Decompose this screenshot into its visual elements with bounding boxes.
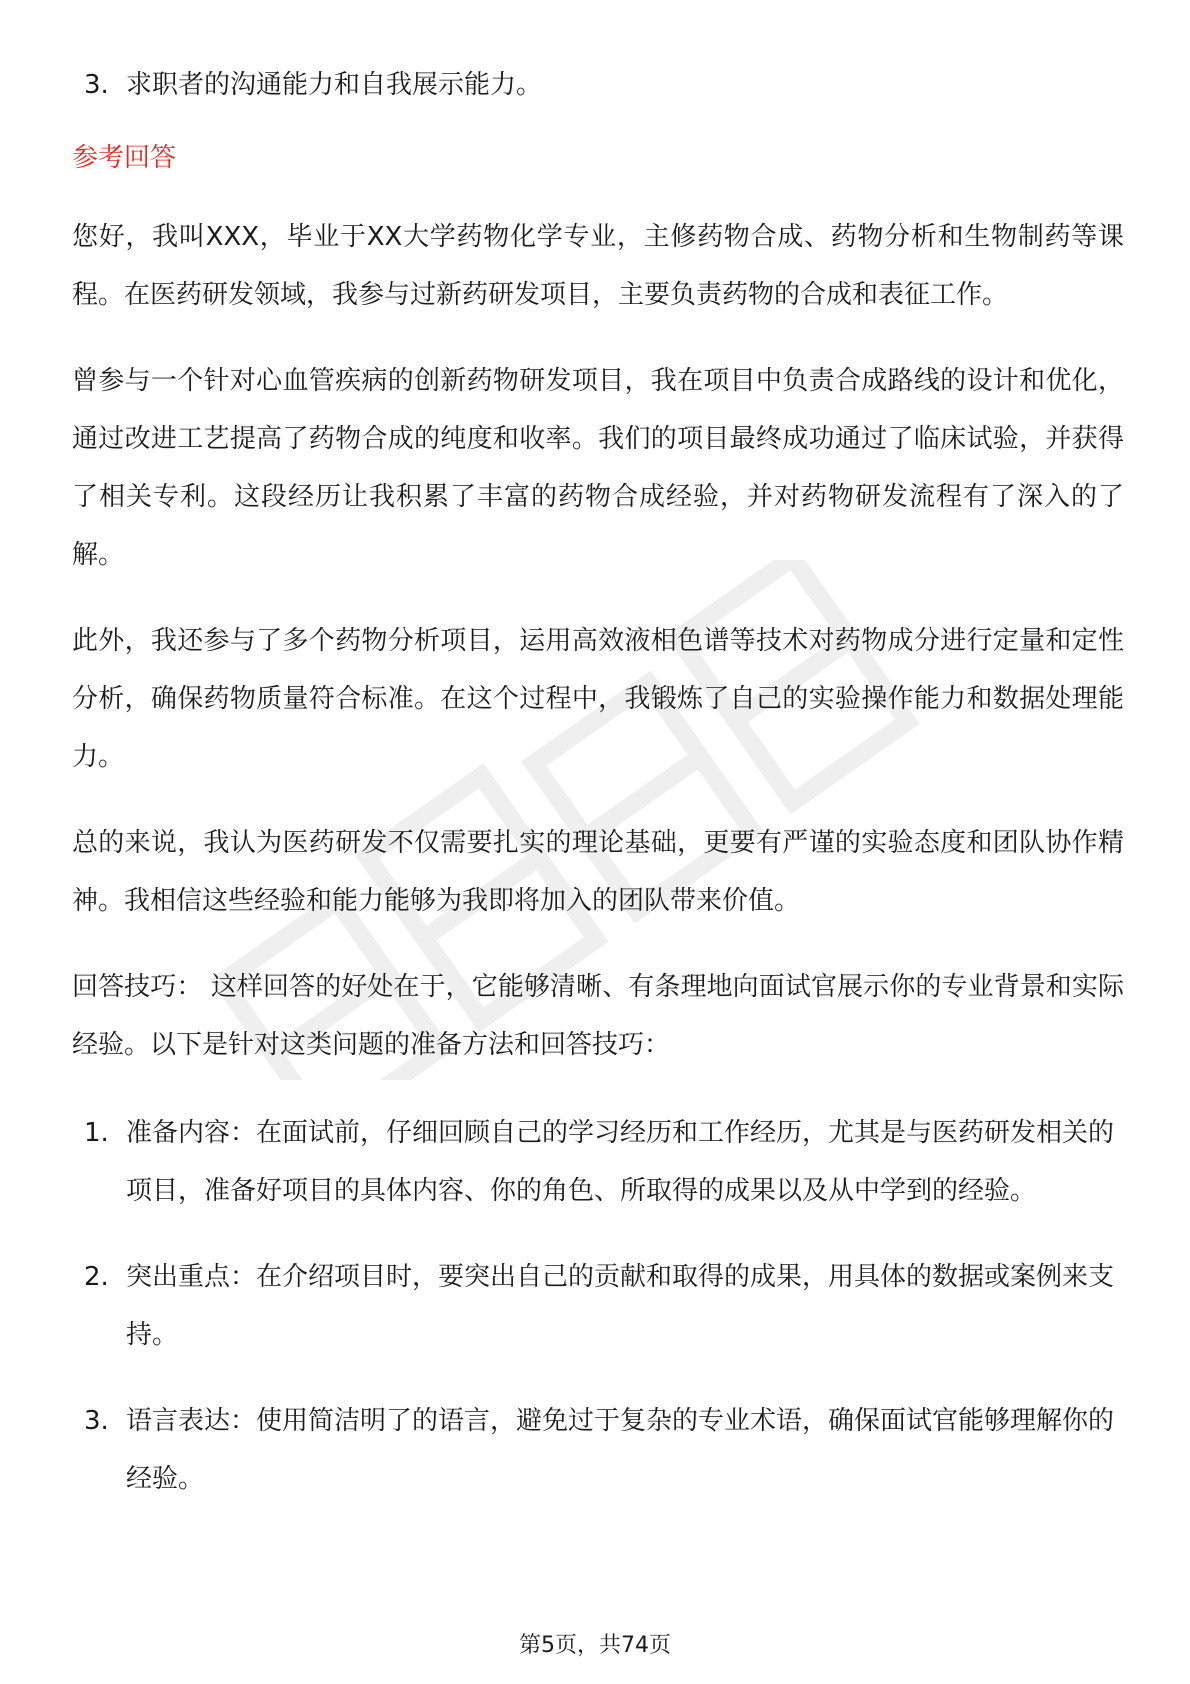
paragraph-project: 曾参与一个针对心血管疾病的创新药物研发项目，我在项目中负责合成路线的设计和优化，通过改进工艺提高了药物合成的纯度和收率。我们的项目最终成功通过了临床试验，并获得了相关专利。这段经历让我积累了丰富的药物合成经验，并对药物研发流程有了深入的了解。 — [72, 366, 1124, 570]
tips-list — [72, 1104, 1124, 1508]
list-number: 2. — [84, 1262, 109, 1292]
list-number: 3. — [84, 1406, 109, 1436]
list-text: 语言表达：使用简洁明了的语言，避免过于复杂的专业术语，确保面试官能够理解你的经验。 — [126, 1406, 1115, 1494]
page-footer: 第5页，共74页 — [519, 1633, 671, 1658]
list-item — [72, 1248, 1124, 1364]
list-item — [72, 1392, 1124, 1508]
paragraph-tips-intro: 回答技巧： 这样回答的好处在于，它能够清晰、有条理地向面试官展示你的专业背景和实际经验。以下是针对这类问题的准备方法和回答技巧： — [72, 972, 1124, 1060]
paragraph-analysis: 此外，我还参与了多个药物分析项目，运用高效液相色谱等技术对药物成分进行定量和定性分析，确保药物质量符合标准。在这个过程中，我锻炼了自己的实验操作能力和数据处理能力。 — [72, 626, 1124, 772]
list-item — [72, 1104, 1124, 1220]
list-number: 3. — [84, 70, 109, 100]
list-number: 1. — [84, 1118, 109, 1148]
paragraph-intro: 您好，我叫XXX，毕业于XX大学药物化学专业，主修药物合成、药物分析和生物制药等课程。在医药研发领域，我参与过新药研发项目，主要负责药物的合成和表征工作。 — [72, 222, 1124, 310]
list-text: 突出重点：在介绍项目时，要突出自己的贡献和取得的成果，用具体的数据或案例来支持。 — [126, 1262, 1115, 1350]
paragraph-summary: 总的来说，我认为医药研发不仅需要扎实的理论基础，更要有严谨的实验态度和团队协作精神。我相信这些经验和能力能够为我即将加入的团队带来价值。 — [72, 828, 1124, 916]
list-item — [72, 56, 1124, 114]
document-body — [72, 56, 1124, 1536]
list-text: 求职者的沟通能力和自我展示能力。 — [126, 70, 543, 100]
list-text: 准备内容：在面试前，仔细回顾自己的学习经历和工作经历，尤其是与医药研发相关的项目，准备好项目的具体内容、你的角色、所取得的成果以及从中学到的经验。 — [126, 1118, 1115, 1206]
section-heading: 参考回答 — [72, 143, 177, 173]
